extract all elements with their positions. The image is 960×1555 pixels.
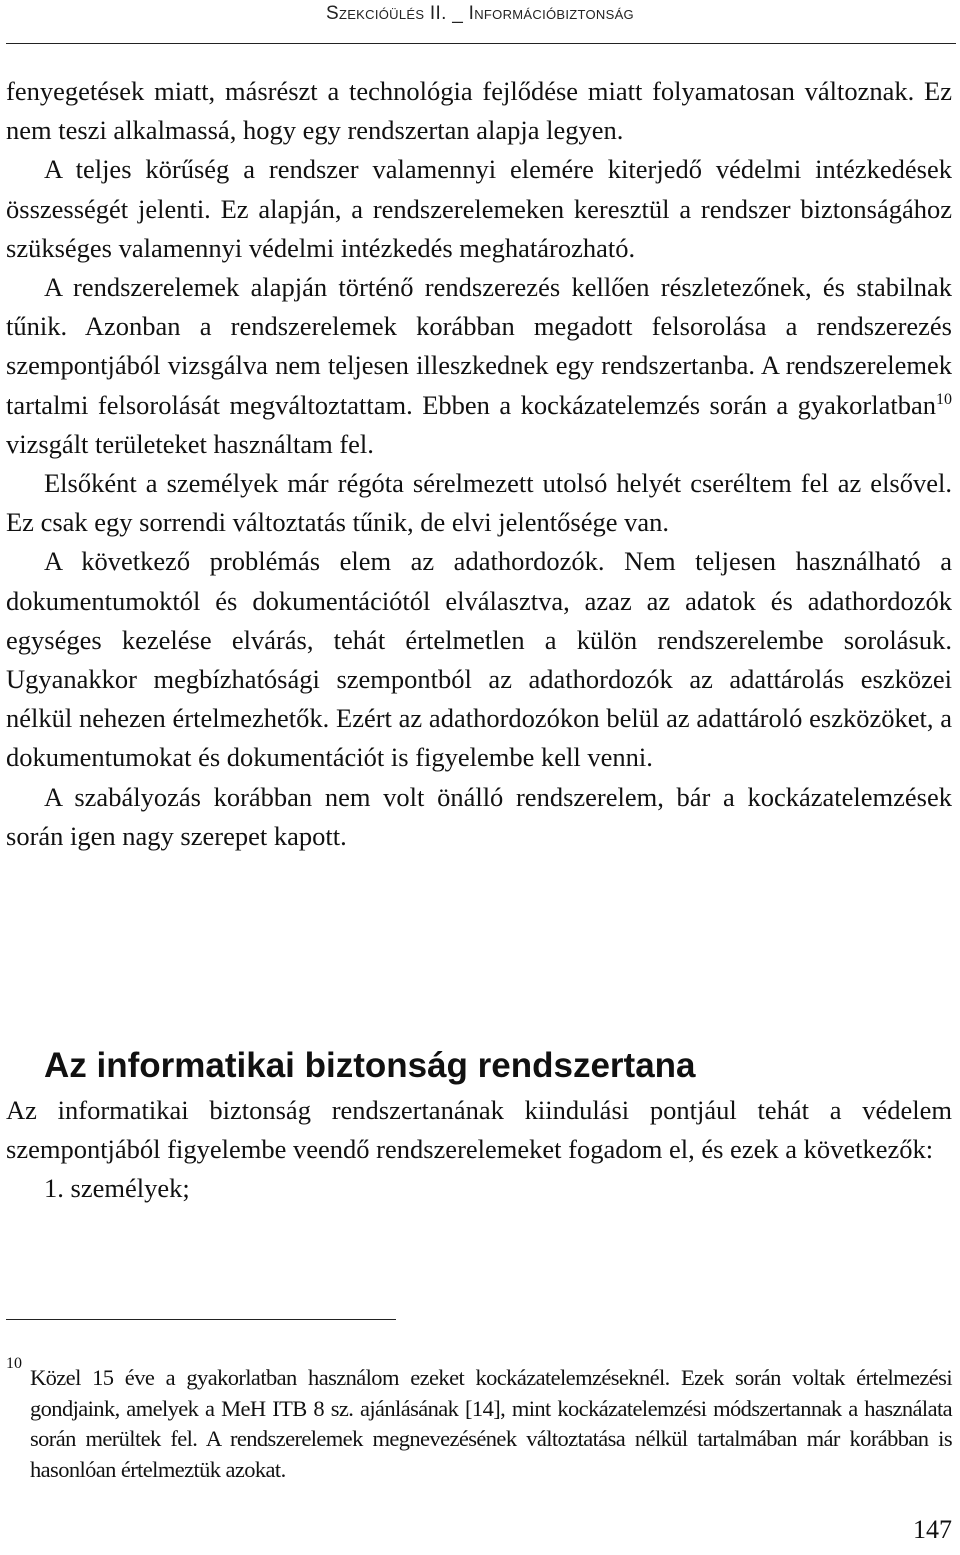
body-text-lower	[6, 1091, 952, 1209]
paragraph-4: Elsőként a személyek már régóta sérelmezett utolsó helyét cseréltem fel az elsővel. Ez csak egy sorrendi változtatás tűnik, de elvi jelentősége van.	[6, 468, 952, 538]
body-text-upper	[6, 72, 952, 856]
paragraph-1: fenyegetések miatt, másrészt a technológia fejlődése miatt folyamatosan változnak. Ez nem teszi alkalmassá, hogy egy rendszertan alapja legyen.	[6, 76, 952, 146]
paragraph-5: A következő problémás elem az adathordozók. Nem teljesen használható a dokumentumoktól és dokumentációtól elválasztva, azaz az adatok és adathordozók egységes kezelése elvárás, tehát értelmetlen a külön rendszerelembe sorolásuk. Ugyanakkor megbízhatósági szempontból az adathordozók az adattárolás eszközei nélkül nehezen értelmezhetők. Ezért az adathordozókon belül az adattároló eszközöket, a dokumentumokat és dokumentációt is figyelembe kell venni.	[6, 546, 952, 773]
paragraph-2: A teljes körűség a rendszer valamennyi elemére kiterjedő védelmi intézkedések összességét jelenti. Ez alapján, a rendszerelemeken keresztül a rendszer biztonságához szükséges valamennyi védelmi intézkedés meghatározható.	[6, 154, 952, 263]
header-divider	[6, 43, 956, 44]
running-header	[0, 0, 960, 48]
footnote-number: 10	[6, 1355, 22, 1372]
footnote-text: Közel 15 éve a gyakorlatban használom ezeket kockázatelemzéseknél. Ezek során voltak értelmezési gondjaink, amelyek a MeH ITB 8 sz. ajánlásának [14], mint kockázatelemzési módszertannak a használata során merültek fel. A rendszerelemek megnevezésének változtatása nélkül tartalmában már korábban is hasonlóan értelmeztük azokat.	[30, 1365, 952, 1482]
footnote-divider	[6, 1319, 396, 1320]
section-heading: Az informatikai biztonság rendszertana	[44, 1046, 696, 1086]
paragraph-3-text: A rendszerelemek alapján történő rendszerezés kellően részletezőnek, és stabilnak tűnik. Azonban a rendszerelemek korábban megadott felsorolása a rendszerezés szempontjából vizsgálva nem teljesen illeszkednek egy rendszertanba. A rendszerelemek tartalmi felsorolását megváltoztattam. Ebben a kockázatelemzés során a gyakorlatban	[6, 272, 952, 420]
page-number: 147	[913, 1515, 952, 1544]
footnote-reference[interactable]: 10	[936, 390, 952, 408]
running-header-title: Szekcióülés II. _ Információbiztonság	[326, 3, 634, 24]
paragraph-7: Az informatikai biztonság rendszertanának kiindulási pontjául tehát a védelem szempontjából figyelembe veendő rendszerelemeket fogadom el, és ezek a következők:	[6, 1095, 952, 1165]
paragraph-3	[6, 268, 952, 464]
list-item: 1. személyek;	[44, 1173, 190, 1204]
footnote	[6, 1355, 952, 1485]
paragraph-6: A szabályozás korábban nem volt önálló rendszerelem, bár a kockázatelemzések során igen nagy szerepet kapott.	[6, 781, 952, 851]
paragraph-3-text-end: vizsgált területeket használtam fel.	[6, 428, 374, 459]
